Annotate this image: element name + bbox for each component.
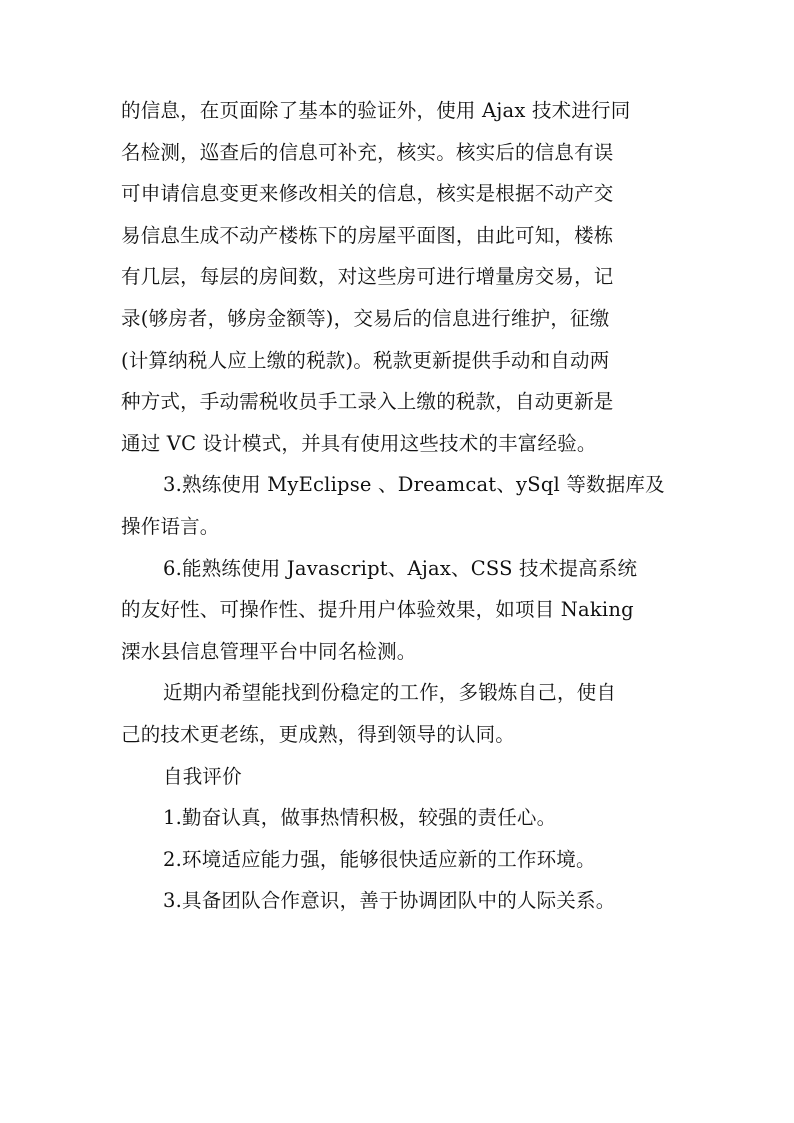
text-line: 易信息生成不动产楼栋下的房屋平面图，由此可知，楼栋 — [121, 223, 614, 247]
text-line: 近期内希望能找到份稳定的工作，多锻炼自己，使自 — [163, 681, 617, 705]
text-line: 6.能熟练使用 Javascript、Ajax、CSS 技术提高系统 — [163, 556, 638, 580]
text-line: 种方式，手动需税收员手工录入上缴的税款，自动更新是 — [121, 390, 614, 414]
text-line: 通过 VC 设计模式，并具有使用这些技术的丰富经验。 — [121, 431, 597, 455]
text-line: 的信息，在页面除了基本的验证外，使用 Ajax 技术进行同 — [121, 99, 631, 122]
evaluation-item-3 — [121, 880, 677, 922]
text-line: (计算纳税人应上缴的税款)。税款更新提供手动和自动两 — [121, 348, 610, 372]
evaluation-item-2 — [121, 839, 677, 881]
text-line: 己的技术更老练，更成熟，得到领导的认同。 — [121, 722, 516, 746]
section-heading-self-evaluation — [121, 756, 677, 798]
document-body — [121, 90, 677, 922]
text-line: 3.熟练使用 MyEclipse 、Dreamcat、ySql 等数据库及 — [163, 473, 665, 497]
text-line: 的友好性、可操作性、提升用户体验效果，如项目 Naking — [121, 598, 634, 622]
list-item: 2.环境适应能力强，能够很快适应新的工作环境。 — [163, 847, 596, 871]
text-line: 录(够房者，够房金额等)，交易后的信息进行维护，征缴 — [121, 306, 610, 330]
evaluation-item-1 — [121, 797, 677, 839]
heading-text: 自我评价 — [163, 764, 242, 788]
list-item: 1.勤奋认真，做事热情积极，较强的责任心。 — [163, 806, 557, 830]
text-line: 有几层，每层的房间数，对这些房可进行增量房交易，记 — [121, 265, 614, 289]
list-item: 3.具备团队合作意识，善于协调团队中的人际关系。 — [163, 889, 616, 913]
text-line: 操作语言。 — [121, 514, 220, 538]
paragraph-skill-3 — [121, 464, 677, 547]
text-line: 名检测，巡查后的信息可补充，核实。核实后的信息有误 — [121, 140, 614, 164]
paragraph-career-goal — [121, 672, 677, 755]
text-line: 溧水县信息管理平台中同名检测。 — [121, 639, 417, 663]
paragraph-skill-6 — [121, 548, 677, 673]
text-line: 可申请信息变更来修改相关的信息，核实是根据不动产交 — [121, 182, 614, 206]
paragraph-project-description — [121, 90, 677, 464]
